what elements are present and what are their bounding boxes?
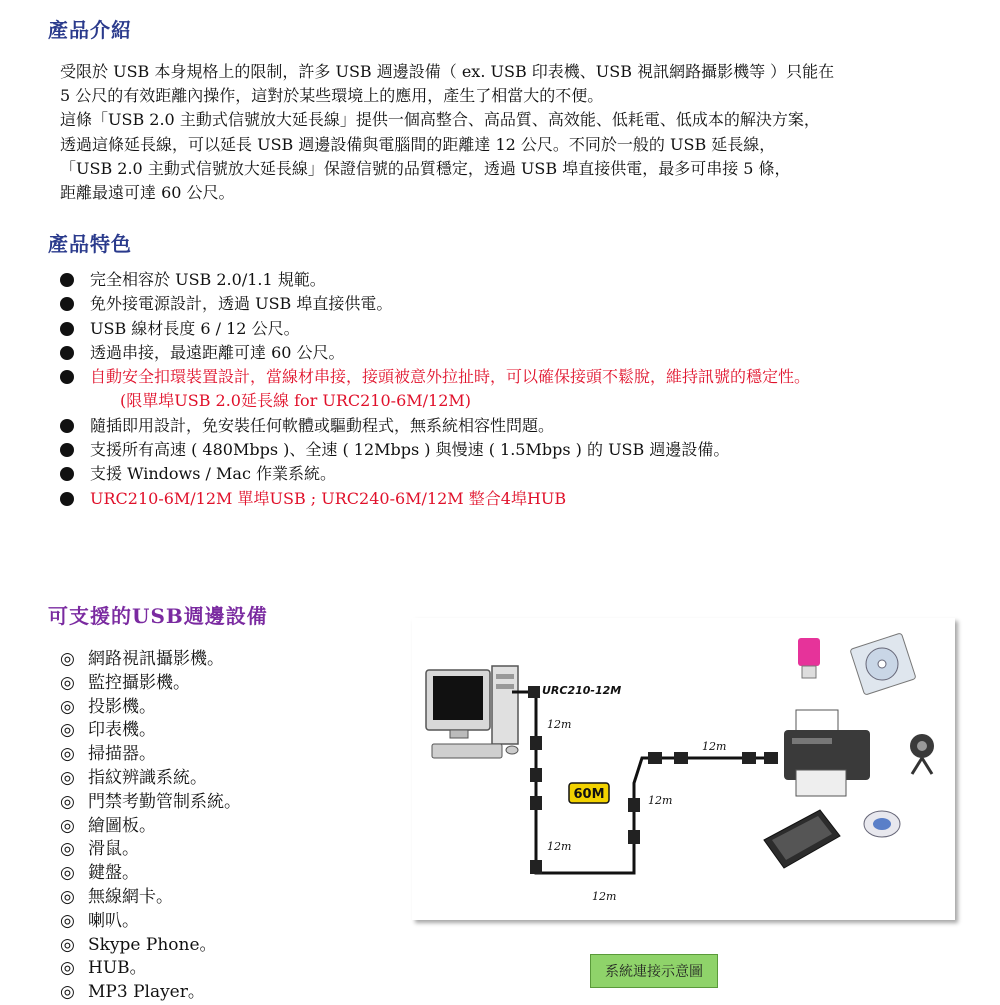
supported-item: ◎ MP3 Player。 [60, 981, 241, 1005]
supported-item: ◎ 印表機。 [60, 719, 241, 743]
circle-mark-icon: ◎ [60, 886, 75, 907]
supported-heading: 可支援的USB週邊設備 [48, 604, 268, 628]
features-heading: 產品特色 [48, 232, 132, 256]
features-list [60, 268, 810, 511]
supported-item: ◎ 滑鼠。 [60, 838, 241, 862]
intro-line: 距離最遠可達 60 公尺。 [60, 183, 235, 203]
circle-mark-icon: ◎ [60, 720, 75, 741]
feature-item: 免外接電源設計，透過 USB 埠直接供電。 [60, 292, 810, 316]
circle-mark-icon: ◎ [60, 815, 75, 836]
supported-item: ◎ 無線網卡。 [60, 886, 241, 910]
supported-list [60, 648, 241, 1005]
feature-item-highlight: 自動安全扣環裝置設計，當線材串接，接頭被意外拉扯時，可以確保接頭不鬆脫，維持訊號的穩定性。 [60, 365, 810, 389]
diagram-caption: 系統連接示意圖 [590, 954, 718, 988]
supported-item: ◎ 投影機。 [60, 696, 241, 720]
mouse-icon [864, 811, 900, 837]
connection-diagram [412, 618, 955, 920]
feature-item: USB 線材長度 6 / 12 公尺。 [60, 317, 810, 341]
feature-item: 完全相容於 USB 2.0/1.1 規範。 [60, 268, 810, 292]
segment-label: 12m [547, 718, 572, 731]
segment-label: 12m [592, 890, 617, 903]
circle-mark-icon: ◎ [60, 744, 75, 765]
feature-note: (限單埠USB 2.0延長線 for URC210-6M/12M) [120, 391, 472, 411]
bullet-icon [60, 467, 74, 481]
usb-flash-drive-icon [798, 638, 820, 678]
supported-item: ◎ 掃描器。 [60, 743, 241, 767]
keyboard-icon [764, 810, 840, 868]
circle-mark-icon: ◎ [60, 863, 75, 884]
bullet-icon [60, 346, 74, 360]
circle-mark-icon: ◎ [60, 982, 75, 1003]
circle-mark-icon: ◎ [60, 672, 75, 693]
circle-mark-icon: ◎ [60, 958, 75, 979]
feature-item: 隨插即用設計，免安裝任何軟體或驅動程式，無系統相容性問題。 [60, 414, 810, 438]
circle-mark-icon: ◎ [60, 839, 75, 860]
total-length-badge [569, 783, 609, 803]
bullet-icon [60, 419, 74, 433]
feature-item-highlight: URC210-6M/12M 單埠USB ; URC240-6M/12M 整合4埠HUB [60, 487, 810, 511]
bullet-icon [60, 492, 74, 506]
bullet-icon [60, 273, 74, 287]
segment-label: 12m [547, 840, 572, 853]
feature-item: 支援 Windows / Mac 作業系統。 [60, 462, 810, 486]
intro-line: 「USB 2.0 主動式信號放大延長線」保證信號的品質穩定，透過 USB 埠直接供電，最多可串接 5 條， [60, 158, 791, 178]
bullet-icon [60, 370, 74, 384]
circle-mark-icon: ◎ [60, 791, 75, 812]
supported-item: ◎ 鍵盤。 [60, 862, 241, 886]
bullet-icon [60, 443, 74, 457]
supported-item: ◎ 指紋辨識系統。 [60, 767, 241, 791]
webcam-icon [910, 734, 934, 774]
feature-item: 透過串接，最遠距離可達 60 公尺。 [60, 341, 810, 365]
svg-text:60M: 60M [573, 787, 605, 802]
supported-item: ◎ HUB。 [60, 957, 241, 981]
intro-paragraph [60, 60, 975, 205]
circle-mark-icon: ◎ [60, 649, 75, 669]
bullet-icon [60, 322, 74, 336]
model-label: URC210-12M [542, 684, 622, 697]
computer-icon [426, 666, 518, 758]
disc-icon [850, 633, 916, 695]
circle-mark-icon: ◎ [60, 767, 75, 788]
circle-mark-icon: ◎ [60, 934, 75, 955]
bullet-icon [60, 297, 74, 311]
intro-line: 這條「USB 2.0 主動式信號放大延長線」提供一個高整合、高品質、高效能、低耗電、低成本的解決方案， [60, 110, 820, 130]
supported-item: ◎ 監控攝影機。 [60, 672, 241, 696]
supported-item: ◎ 門禁考勤管制系統。 [60, 791, 241, 815]
circle-mark-icon: ◎ [60, 910, 75, 931]
circle-mark-icon: ◎ [60, 696, 75, 717]
supported-item: ◎ 喇叭。 [60, 910, 241, 934]
intro-line: 受限於 USB 本身規格上的限制，許多 USB 週邊設備（ ex. USB 印表機、USB 視訊網路攝影機等 ）只能在 [60, 62, 835, 81]
feature-item: 支援所有高速 ( 480Mbps )、全速 ( 12Mbps ) 與慢速 ( 1.5Mbps ) 的 USB 週邊設備。 [60, 438, 810, 462]
segment-label: 12m [702, 740, 727, 753]
intro-line: 5 公尺的有效距離內操作，這對於某些環境上的應用，產生了相當大的不便。 [60, 86, 604, 106]
intro-line: 透過這條延長線，可以延長 USB 週邊設備與電腦間的距離達 12 公尺。不同於一般的 USB 延長線， [60, 134, 776, 154]
supported-item: ◎ Skype Phone。 [60, 934, 241, 958]
supported-item: ◎ 繪圖板。 [60, 815, 241, 839]
segment-label: 12m [648, 794, 673, 807]
printer-icon [784, 710, 870, 796]
supported-item: ◎ 網路視訊攝影機。 [60, 648, 241, 672]
intro-heading: 產品介紹 [48, 18, 132, 42]
